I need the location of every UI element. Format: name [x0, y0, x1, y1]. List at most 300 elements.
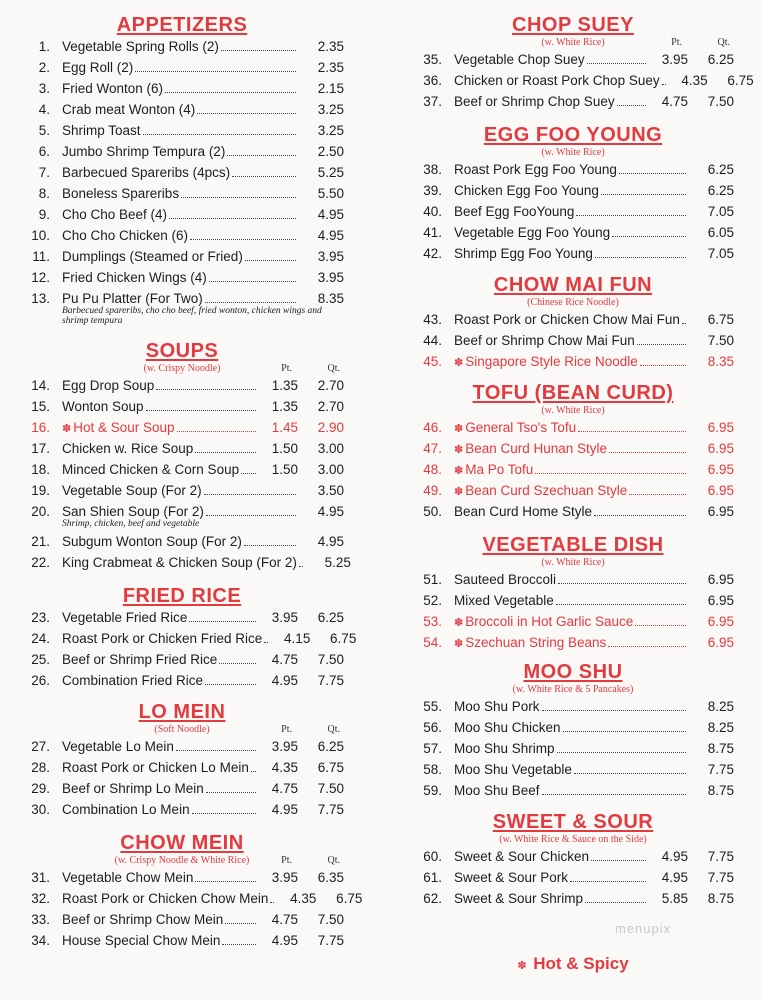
dot-leader — [601, 180, 686, 195]
item-price: 6.25 — [707, 162, 734, 177]
menu-item[interactable] — [20, 607, 344, 628]
item-name: Beef or Shrimp Chow Mein — [62, 912, 224, 927]
dot-leader — [181, 183, 296, 198]
item-name: Sweet & Sour Shrimp — [454, 891, 584, 906]
menu-item[interactable] — [412, 611, 734, 632]
menu-section-soups — [20, 340, 351, 573]
dot-leader — [563, 717, 686, 732]
dot-leader — [197, 99, 296, 114]
item-price-pint: 4.35 — [271, 760, 298, 775]
item-number: 28. — [31, 760, 50, 775]
item-line — [62, 288, 344, 309]
item-line — [62, 417, 344, 440]
item-line — [454, 611, 734, 634]
item-price-quart: 2.70 — [317, 399, 344, 414]
menu-item[interactable] — [20, 778, 344, 799]
item-number: 23. — [31, 610, 50, 625]
item-number: 36. — [423, 73, 442, 88]
item-price-pint: 4.95 — [271, 673, 298, 688]
menu-section-lo-mein — [20, 701, 344, 820]
menu-item[interactable] — [412, 70, 754, 91]
item-line — [62, 120, 344, 141]
menu-item[interactable] — [412, 717, 734, 738]
item-price: 6.95 — [707, 635, 734, 650]
item-price-quart: 7.50 — [317, 912, 344, 927]
menu-item[interactable] — [412, 438, 734, 459]
item-price: 4.95 — [317, 534, 344, 549]
menu-item[interactable] — [412, 222, 734, 243]
item-price-quart: 7.75 — [707, 849, 734, 864]
item-line — [62, 670, 344, 691]
item-line — [454, 180, 734, 201]
item-number: 15. — [31, 399, 50, 414]
item-price: 8.25 — [707, 720, 734, 735]
item-line — [454, 459, 734, 482]
item-name: Moo Shu Pork — [454, 699, 540, 714]
item-name: Fried Chicken Wings (4) — [62, 270, 207, 285]
item-line — [62, 267, 344, 288]
item-line — [62, 930, 344, 951]
item-number: 31. — [31, 870, 50, 885]
item-number: 43. — [423, 312, 442, 327]
item-line — [454, 351, 734, 374]
item-price-pint: 4.95 — [661, 870, 688, 885]
item-number: 30. — [31, 802, 50, 817]
dot-leader — [190, 225, 296, 240]
section-title: SWEET & SOUR — [492, 811, 654, 833]
item-line — [454, 867, 734, 888]
item-number: 4. — [38, 102, 50, 117]
item-price-quart: 6.25 — [707, 52, 734, 67]
section-subtitle-row — [20, 362, 344, 375]
pint-column-header: Pt. — [281, 855, 292, 866]
item-line — [454, 91, 734, 112]
dot-leader — [135, 57, 296, 72]
pint-column-header: Pt. — [671, 37, 682, 48]
item-line — [62, 438, 344, 459]
section-subtitle-row — [412, 556, 734, 569]
section-title: VEGETABLE DISH — [482, 534, 664, 556]
menu-item[interactable] — [412, 180, 734, 201]
item-number: 40. — [423, 204, 442, 219]
menu-section-moo-shu — [412, 661, 734, 801]
item-price-quart: 7.50 — [317, 652, 344, 667]
item-name: Combination Lo Mein — [62, 802, 190, 817]
menu-item[interactable] — [20, 288, 344, 309]
item-number: 42. — [423, 246, 442, 261]
item-number: 54. — [423, 635, 442, 650]
section-subtitle: (w. White Rice & 5 Pancakes) — [512, 684, 634, 695]
item-price-quart: 7.75 — [317, 673, 344, 688]
item-name: Sweet & Sour Pork — [454, 870, 569, 885]
dot-leader — [209, 267, 296, 282]
dot-leader — [251, 757, 256, 772]
item-price-quart: 6.75 — [330, 631, 357, 646]
item-price: 4.95 — [317, 504, 344, 519]
item-number: 55. — [423, 699, 442, 714]
item-line — [454, 590, 734, 611]
section-title: CHOW MAI FUN — [493, 274, 653, 296]
item-name: Combination Fried Rice — [62, 673, 204, 688]
menu-item[interactable] — [412, 780, 734, 801]
item-line — [62, 396, 344, 417]
item-number: 52. — [423, 593, 442, 608]
item-number: 32. — [31, 891, 50, 906]
section-subtitle: (w. White Rice) — [541, 37, 605, 48]
dot-leader — [225, 909, 256, 924]
menu-item[interactable] — [20, 628, 357, 649]
dot-leader — [595, 243, 686, 258]
item-number: 5. — [38, 123, 50, 138]
section-title: EGG FOO YOUNG — [483, 124, 663, 146]
dot-leader — [557, 738, 686, 753]
item-price-pint: 4.95 — [271, 802, 298, 817]
menu-item[interactable] — [20, 417, 344, 438]
dot-leader — [542, 780, 686, 795]
menu-item[interactable] — [412, 569, 734, 590]
item-price: 7.75 — [707, 762, 734, 777]
menu-item[interactable] — [20, 162, 344, 183]
item-name: Crab meat Wonton (4) — [62, 102, 196, 117]
section-title: FRIED RICE — [122, 585, 242, 607]
item-number: 12. — [31, 270, 50, 285]
menu-item[interactable] — [412, 501, 734, 522]
item-line — [454, 696, 734, 717]
menu-item[interactable] — [412, 330, 734, 351]
item-name: Moo Shu Chicken — [454, 720, 561, 735]
item-number: 1. — [38, 39, 50, 54]
menu-item[interactable] — [20, 36, 344, 57]
menu-item[interactable] — [20, 225, 344, 246]
item-price: 2.50 — [317, 144, 344, 159]
menu-item[interactable] — [412, 738, 734, 759]
menu-section-fried-rice — [20, 585, 357, 691]
dot-leader — [165, 78, 296, 93]
item-line — [454, 201, 734, 222]
item-number: 59. — [423, 783, 442, 798]
item-number: 56. — [423, 720, 442, 735]
menu-section-vegetable-dish — [412, 534, 734, 653]
item-line — [454, 480, 734, 503]
menu-item[interactable] — [20, 909, 344, 930]
item-name: Wonton Soup — [62, 399, 144, 414]
dot-leader — [574, 759, 686, 774]
chili-pepper-icon: ✽ — [454, 638, 464, 650]
section-title: CHOP SUEY — [512, 14, 634, 36]
menu-item[interactable] — [20, 670, 344, 691]
item-price-quart: 6.75 — [317, 760, 344, 775]
menu-item[interactable] — [20, 183, 344, 204]
dot-leader — [591, 846, 646, 861]
item-line — [62, 778, 344, 799]
section-subtitle-row — [412, 833, 734, 846]
item-price-quart: 7.50 — [707, 94, 734, 109]
item-name: Egg Drop Soup — [62, 378, 155, 393]
item-number: 10. — [31, 228, 50, 243]
item-description: Barbecued spareribs, cho cho beef, fried wonton, chicken wings and shrimp tempura — [62, 306, 322, 326]
item-name: Subgum Wonton Soup (For 2) — [62, 534, 242, 549]
menu-item[interactable] — [412, 309, 734, 330]
item-price: 5.25 — [324, 555, 351, 570]
hot-and-spicy-legend — [412, 954, 734, 974]
menu-item[interactable] — [20, 459, 344, 480]
item-price-pint: 1.45 — [271, 420, 298, 435]
menu-item[interactable] — [20, 120, 344, 141]
item-line — [62, 628, 357, 649]
item-number: 35. — [423, 52, 442, 67]
item-line — [62, 204, 344, 225]
menu-item[interactable] — [20, 501, 344, 522]
item-price: 6.95 — [707, 572, 734, 587]
item-number: 7. — [38, 165, 50, 180]
quart-column-header: Qt. — [327, 724, 340, 735]
item-number: 16. — [31, 420, 50, 435]
pint-column-header: Pt. — [281, 363, 292, 374]
item-line — [62, 183, 344, 204]
menu-item[interactable] — [412, 417, 734, 438]
dot-leader — [206, 778, 256, 793]
menu-item[interactable] — [20, 757, 344, 778]
dot-leader — [585, 888, 646, 903]
menu-section-chow-mein — [20, 832, 363, 951]
item-price-quart: 8.75 — [707, 891, 734, 906]
menu-item[interactable] — [20, 57, 344, 78]
item-line — [454, 632, 734, 655]
item-price: 6.95 — [707, 504, 734, 519]
item-price-pint: 1.35 — [271, 399, 298, 414]
menu-section-chow-mai-fun — [412, 274, 734, 372]
dot-leader — [576, 201, 686, 216]
menu-item[interactable] — [412, 91, 734, 112]
section-title: LO MEIN — [138, 701, 226, 723]
menu-item[interactable] — [20, 867, 344, 888]
item-price: 6.75 — [707, 312, 734, 327]
menu-item[interactable] — [20, 204, 344, 225]
menu-item[interactable] — [412, 696, 734, 717]
menu-item[interactable] — [412, 243, 734, 264]
menu-item[interactable] — [20, 375, 344, 396]
dot-leader — [587, 49, 646, 64]
section-title: SOUPS — [145, 340, 219, 362]
section-subtitle-row — [412, 296, 734, 309]
menu-item[interactable] — [412, 351, 734, 372]
menu-item[interactable] — [20, 438, 344, 459]
dot-leader — [244, 531, 296, 546]
dot-leader — [619, 159, 686, 174]
item-line — [62, 757, 344, 778]
item-number: 38. — [423, 162, 442, 177]
section-title: MOO SHU — [523, 661, 623, 683]
item-line — [454, 501, 734, 522]
menu-item[interactable] — [20, 78, 344, 99]
item-price: 5.50 — [317, 186, 344, 201]
item-price-quart: 6.35 — [317, 870, 344, 885]
chili-pepper-icon: ✽ — [62, 423, 72, 435]
item-line — [62, 480, 344, 501]
item-name: Jumbo Shrimp Tempura (2) — [62, 144, 226, 159]
item-number: 58. — [423, 762, 442, 777]
item-name: Bean Curd Hunan Style — [465, 441, 608, 456]
dot-leader — [222, 930, 256, 945]
item-price: 6.95 — [707, 420, 734, 435]
item-line — [454, 70, 754, 91]
menu-item[interactable] — [20, 141, 344, 162]
menu-item[interactable] — [412, 632, 734, 653]
item-number: 25. — [31, 652, 50, 667]
dot-leader — [594, 501, 686, 516]
quart-column-header: Qt. — [717, 37, 730, 48]
item-line — [62, 225, 344, 246]
dot-leader — [219, 649, 256, 664]
item-name: Pu Pu Platter (For Two) — [62, 291, 203, 306]
item-price-quart: 2.90 — [317, 420, 344, 435]
dot-leader — [637, 330, 686, 345]
menu-item[interactable] — [20, 649, 344, 670]
item-name: Dumplings (Steamed or Fried) — [62, 249, 243, 264]
menu-item[interactable] — [20, 736, 344, 757]
menu-item[interactable] — [412, 759, 734, 780]
menu-item[interactable] — [412, 867, 734, 888]
item-name: Bean Curd Szechuan Style — [465, 483, 628, 498]
section-subtitle: (Chinese Rice Noodle) — [527, 297, 619, 308]
item-description: Shrimp, chicken, beef and vegetable — [62, 519, 200, 529]
item-name: Vegetable Chop Suey — [454, 52, 585, 67]
menu-item[interactable] — [20, 480, 344, 501]
section-subtitle: (w. White Rice) — [541, 147, 605, 158]
item-line — [454, 738, 734, 759]
item-number: 48. — [423, 462, 442, 477]
item-name: Vegetable Egg Foo Young — [454, 225, 611, 240]
legend-label: Hot & Spicy — [533, 954, 629, 973]
item-name: Bean Curd Home Style — [454, 504, 593, 519]
item-price-pint: 4.75 — [271, 912, 298, 927]
item-price-pint: 4.75 — [271, 781, 298, 796]
item-number: 39. — [423, 183, 442, 198]
dot-leader — [204, 480, 296, 495]
item-price: 2.35 — [317, 60, 344, 75]
item-line — [62, 99, 344, 120]
dot-leader — [205, 670, 256, 685]
menu-section-egg-foo-young — [412, 124, 734, 264]
menu-item[interactable] — [20, 267, 344, 288]
item-price-pint: 4.95 — [661, 849, 688, 864]
menu-item[interactable] — [412, 888, 734, 909]
item-number: 11. — [32, 249, 50, 264]
item-number: 13. — [31, 291, 50, 306]
item-price: 7.05 — [707, 204, 734, 219]
menu-item[interactable] — [20, 99, 344, 120]
menu-item[interactable] — [412, 846, 734, 867]
item-number: 44. — [423, 333, 442, 348]
item-price-pint: 4.35 — [681, 73, 708, 88]
section-subtitle: (Soft Noodle) — [154, 724, 210, 735]
menu-item[interactable] — [20, 888, 363, 909]
item-line — [454, 243, 734, 264]
dot-leader — [535, 459, 686, 474]
menu-item[interactable] — [412, 480, 734, 501]
item-line — [62, 867, 344, 888]
dot-leader — [176, 736, 256, 751]
chili-pepper-icon: ✽ — [517, 960, 527, 972]
menu-item[interactable] — [20, 552, 351, 573]
dot-leader — [578, 417, 686, 432]
item-price: 5.25 — [317, 165, 344, 180]
item-number: 8. — [38, 186, 50, 201]
item-line — [62, 649, 344, 670]
item-number: 45. — [423, 354, 442, 369]
item-price-pint: 4.35 — [290, 891, 317, 906]
section-subtitle-row — [412, 146, 734, 159]
item-line — [62, 78, 344, 99]
item-number: 3. — [38, 81, 50, 96]
item-number: 18. — [31, 462, 50, 477]
section-subtitle-row — [20, 854, 344, 867]
section-subtitle-row — [412, 683, 734, 696]
item-name: Shrimp Egg Foo Young — [454, 246, 593, 261]
item-number: 20. — [31, 504, 50, 519]
item-line — [62, 141, 344, 162]
menu-item[interactable] — [20, 246, 344, 267]
item-name: Roast Pork Egg Foo Young — [454, 162, 617, 177]
menu-item[interactable] — [20, 396, 344, 417]
item-price: 6.95 — [707, 614, 734, 629]
item-line — [454, 49, 734, 70]
item-name: Beef or Shrimp Lo Mein — [62, 781, 204, 796]
item-price: 7.50 — [707, 333, 734, 348]
menu-item[interactable] — [20, 799, 344, 820]
item-price: 3.95 — [317, 249, 344, 264]
section-subtitle: (w. Crispy Noodle & White Rice) — [114, 855, 250, 866]
menu-item[interactable] — [412, 590, 734, 611]
item-number: 14. — [31, 378, 50, 393]
item-number: 51. — [423, 572, 442, 587]
menu-item[interactable] — [412, 49, 734, 70]
item-line — [62, 736, 344, 757]
item-price-quart: 7.75 — [317, 933, 344, 948]
section-title: TOFU (BEAN CURD) — [472, 382, 674, 404]
item-price: 6.95 — [707, 441, 734, 456]
item-name: Shrimp Toast — [62, 123, 141, 138]
item-price: 4.95 — [317, 228, 344, 243]
item-number: 2. — [38, 60, 50, 75]
item-name: Vegetable Soup (For 2) — [62, 483, 202, 498]
dot-leader — [227, 141, 296, 156]
item-price-pint: 1.35 — [271, 378, 298, 393]
item-price: 6.95 — [707, 462, 734, 477]
item-line — [454, 846, 734, 867]
item-name: Szechuan String Beans — [465, 635, 607, 650]
item-price-pint: 3.95 — [271, 870, 298, 885]
item-line — [454, 222, 734, 243]
item-name: Roast Pork or Chicken Fried Rice — [62, 631, 263, 646]
item-name: Beef or Shrimp Chop Suey — [454, 94, 615, 109]
item-line — [454, 759, 734, 780]
menu-item[interactable] — [412, 159, 734, 180]
item-price-pint: 4.15 — [284, 631, 311, 646]
menu-item[interactable] — [20, 531, 344, 552]
item-name: General Tso's Tofu — [465, 420, 577, 435]
menu-item[interactable] — [412, 459, 734, 480]
item-number: 29. — [31, 781, 50, 796]
item-line — [62, 162, 344, 183]
item-name: Sauteed Broccoli — [454, 572, 557, 587]
menu-item[interactable] — [412, 201, 734, 222]
section-title: CHOW MEIN — [120, 832, 244, 854]
chili-pepper-icon: ✽ — [454, 617, 464, 629]
menu-item[interactable] — [20, 930, 344, 951]
quart-column-header: Qt. — [327, 855, 340, 866]
item-number: 26. — [31, 673, 50, 688]
